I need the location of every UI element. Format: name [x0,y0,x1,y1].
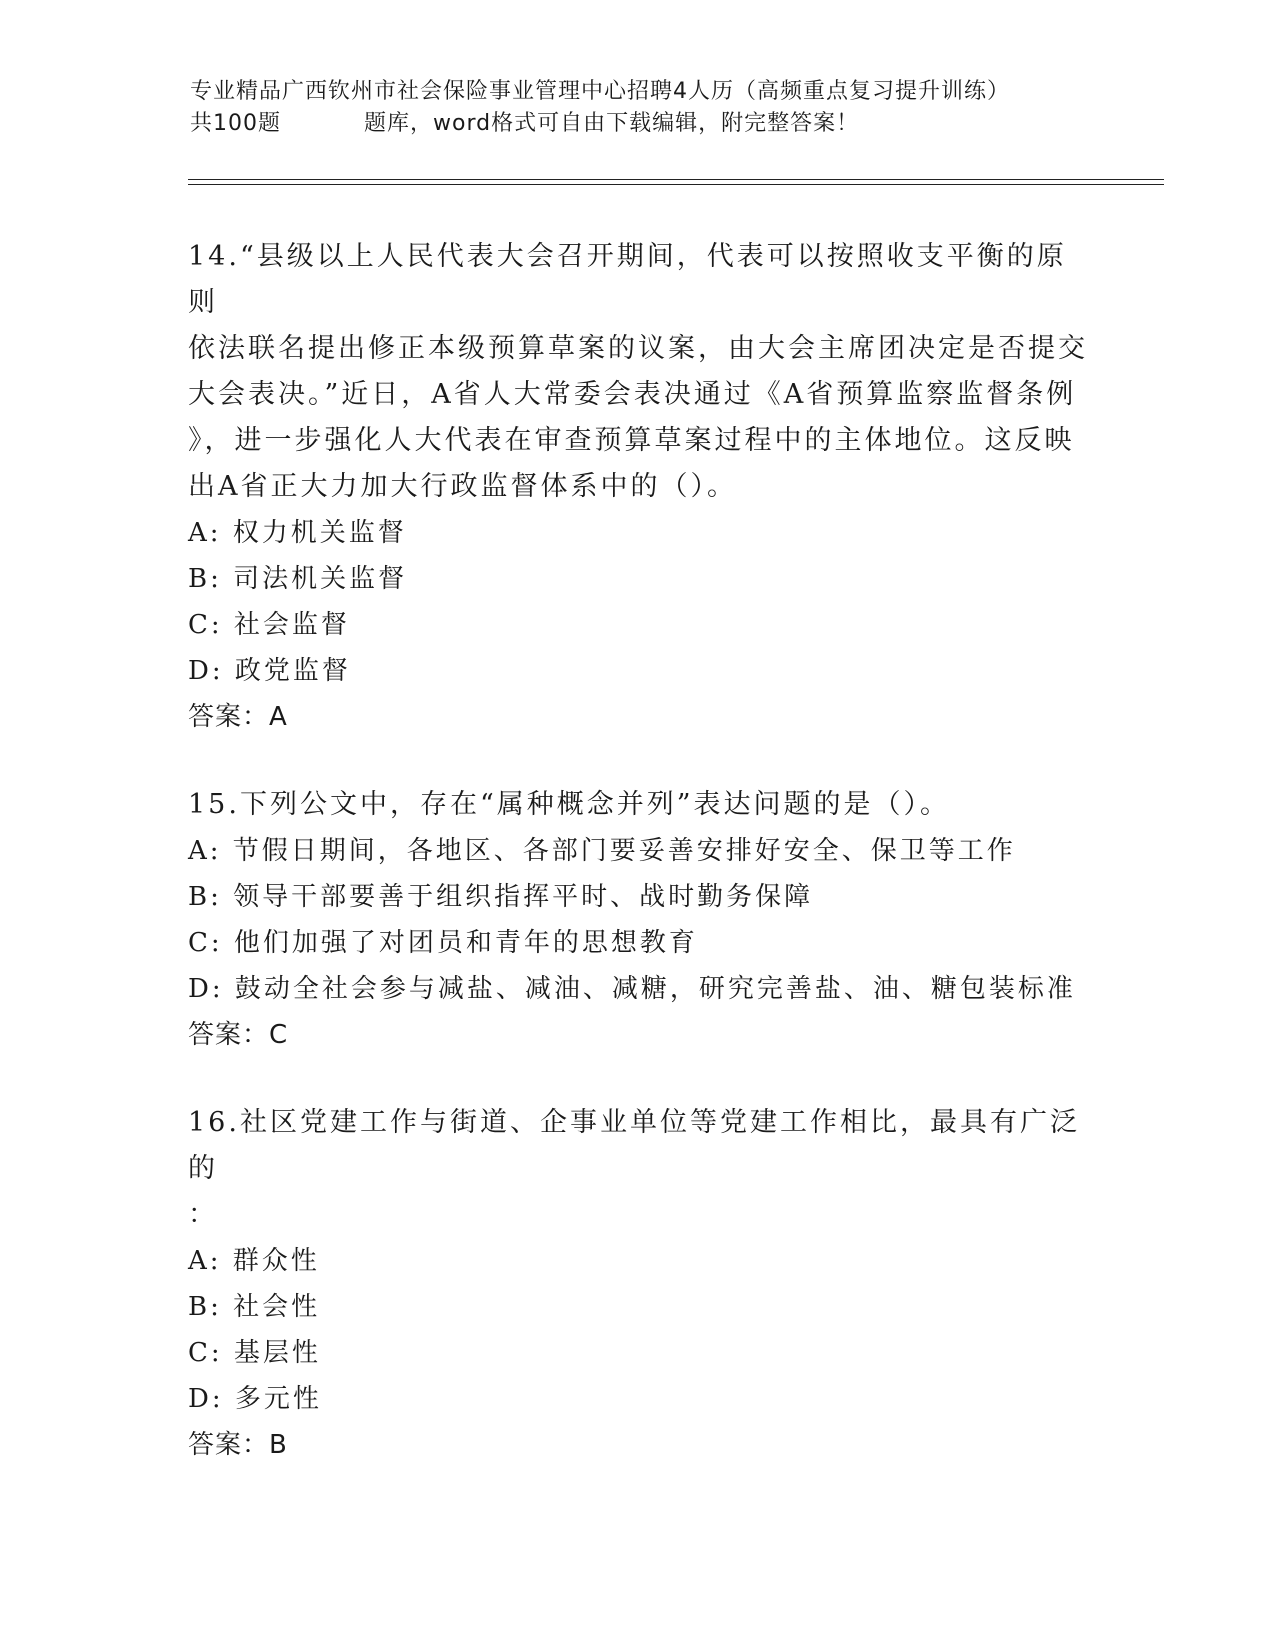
header-description: 题库，word格式可自由下载编辑，附完整答案！ [364,111,860,136]
question-stem-line: ： [188,1199,218,1230]
option-b: B: 社会性 [188,1292,321,1322]
answer: 答案：A [188,702,288,732]
option-c: C: 基层性 [188,1338,321,1368]
question-list [188,234,1088,1510]
question-stem-line: 》，进一步强化人大代表在审查预算草案过程中的主体地位。这反映 [188,425,1075,456]
question-count: 共100题 [190,111,281,136]
option-a: A: 群众性 [188,1246,320,1276]
question-stem-line: 14.“县级以上人民代表大会召开期间，代表可以按照收支平衡的原则 [188,241,1067,318]
option-b: B: 领导干部要善于组织指挥平时、战时勤务保障 [188,882,814,912]
question-stem [188,234,1088,510]
option-b: B: 司法机关监督 [188,564,408,594]
question-stem [188,1100,1088,1238]
question-15 [188,782,1088,1058]
header-divider-top [188,179,1164,180]
header-divider-bottom [188,184,1164,185]
answer: 答案：C [188,1020,289,1050]
header-subtitle-line [190,108,1120,140]
question-14 [188,234,1088,740]
option-c: C: 社会监督 [188,610,350,640]
option-d: D: 政党监督 [188,656,351,686]
question-stem-line: 15.下列公文中，存在“属种概念并列”表达问题的是（）。 [188,789,951,820]
document-header [190,76,1120,140]
header-title-line: 专业精品广西钦州市社会保险事业管理中心招聘4人历（高频重点复习提升训练） [190,79,1010,104]
option-d: D: 多元性 [188,1384,322,1414]
option-d: D: 鼓动全社会参与减盐、减油、减糖，研究完善盐、油、糖包装标准 [188,974,1076,1004]
question-stem-line: 出A省正大力加大行政监督体系中的（）。 [188,471,737,502]
question-stem-line: 依法联名提出修正本级预算草案的议案，由大会主席团决定是否提交 [188,333,1088,364]
question-16 [188,1100,1088,1468]
question-stem [188,782,1088,828]
option-a: A: 权力机关监督 [188,518,407,548]
option-a: A: 节假日期间，各地区、各部门要妥善安排好安全、保卫等工作 [188,836,1016,866]
question-stem-line: 16.社区党建工作与街道、企事业单位等党建工作相比，最具有广泛的 [188,1107,1080,1184]
answer: 答案：B [188,1430,288,1460]
option-c: C: 他们加强了对团员和青年的思想教育 [188,928,698,958]
question-stem-line: 大会表决。”近日，A省人大常委会表决通过《A省预算监察监督条例 [188,379,1077,410]
